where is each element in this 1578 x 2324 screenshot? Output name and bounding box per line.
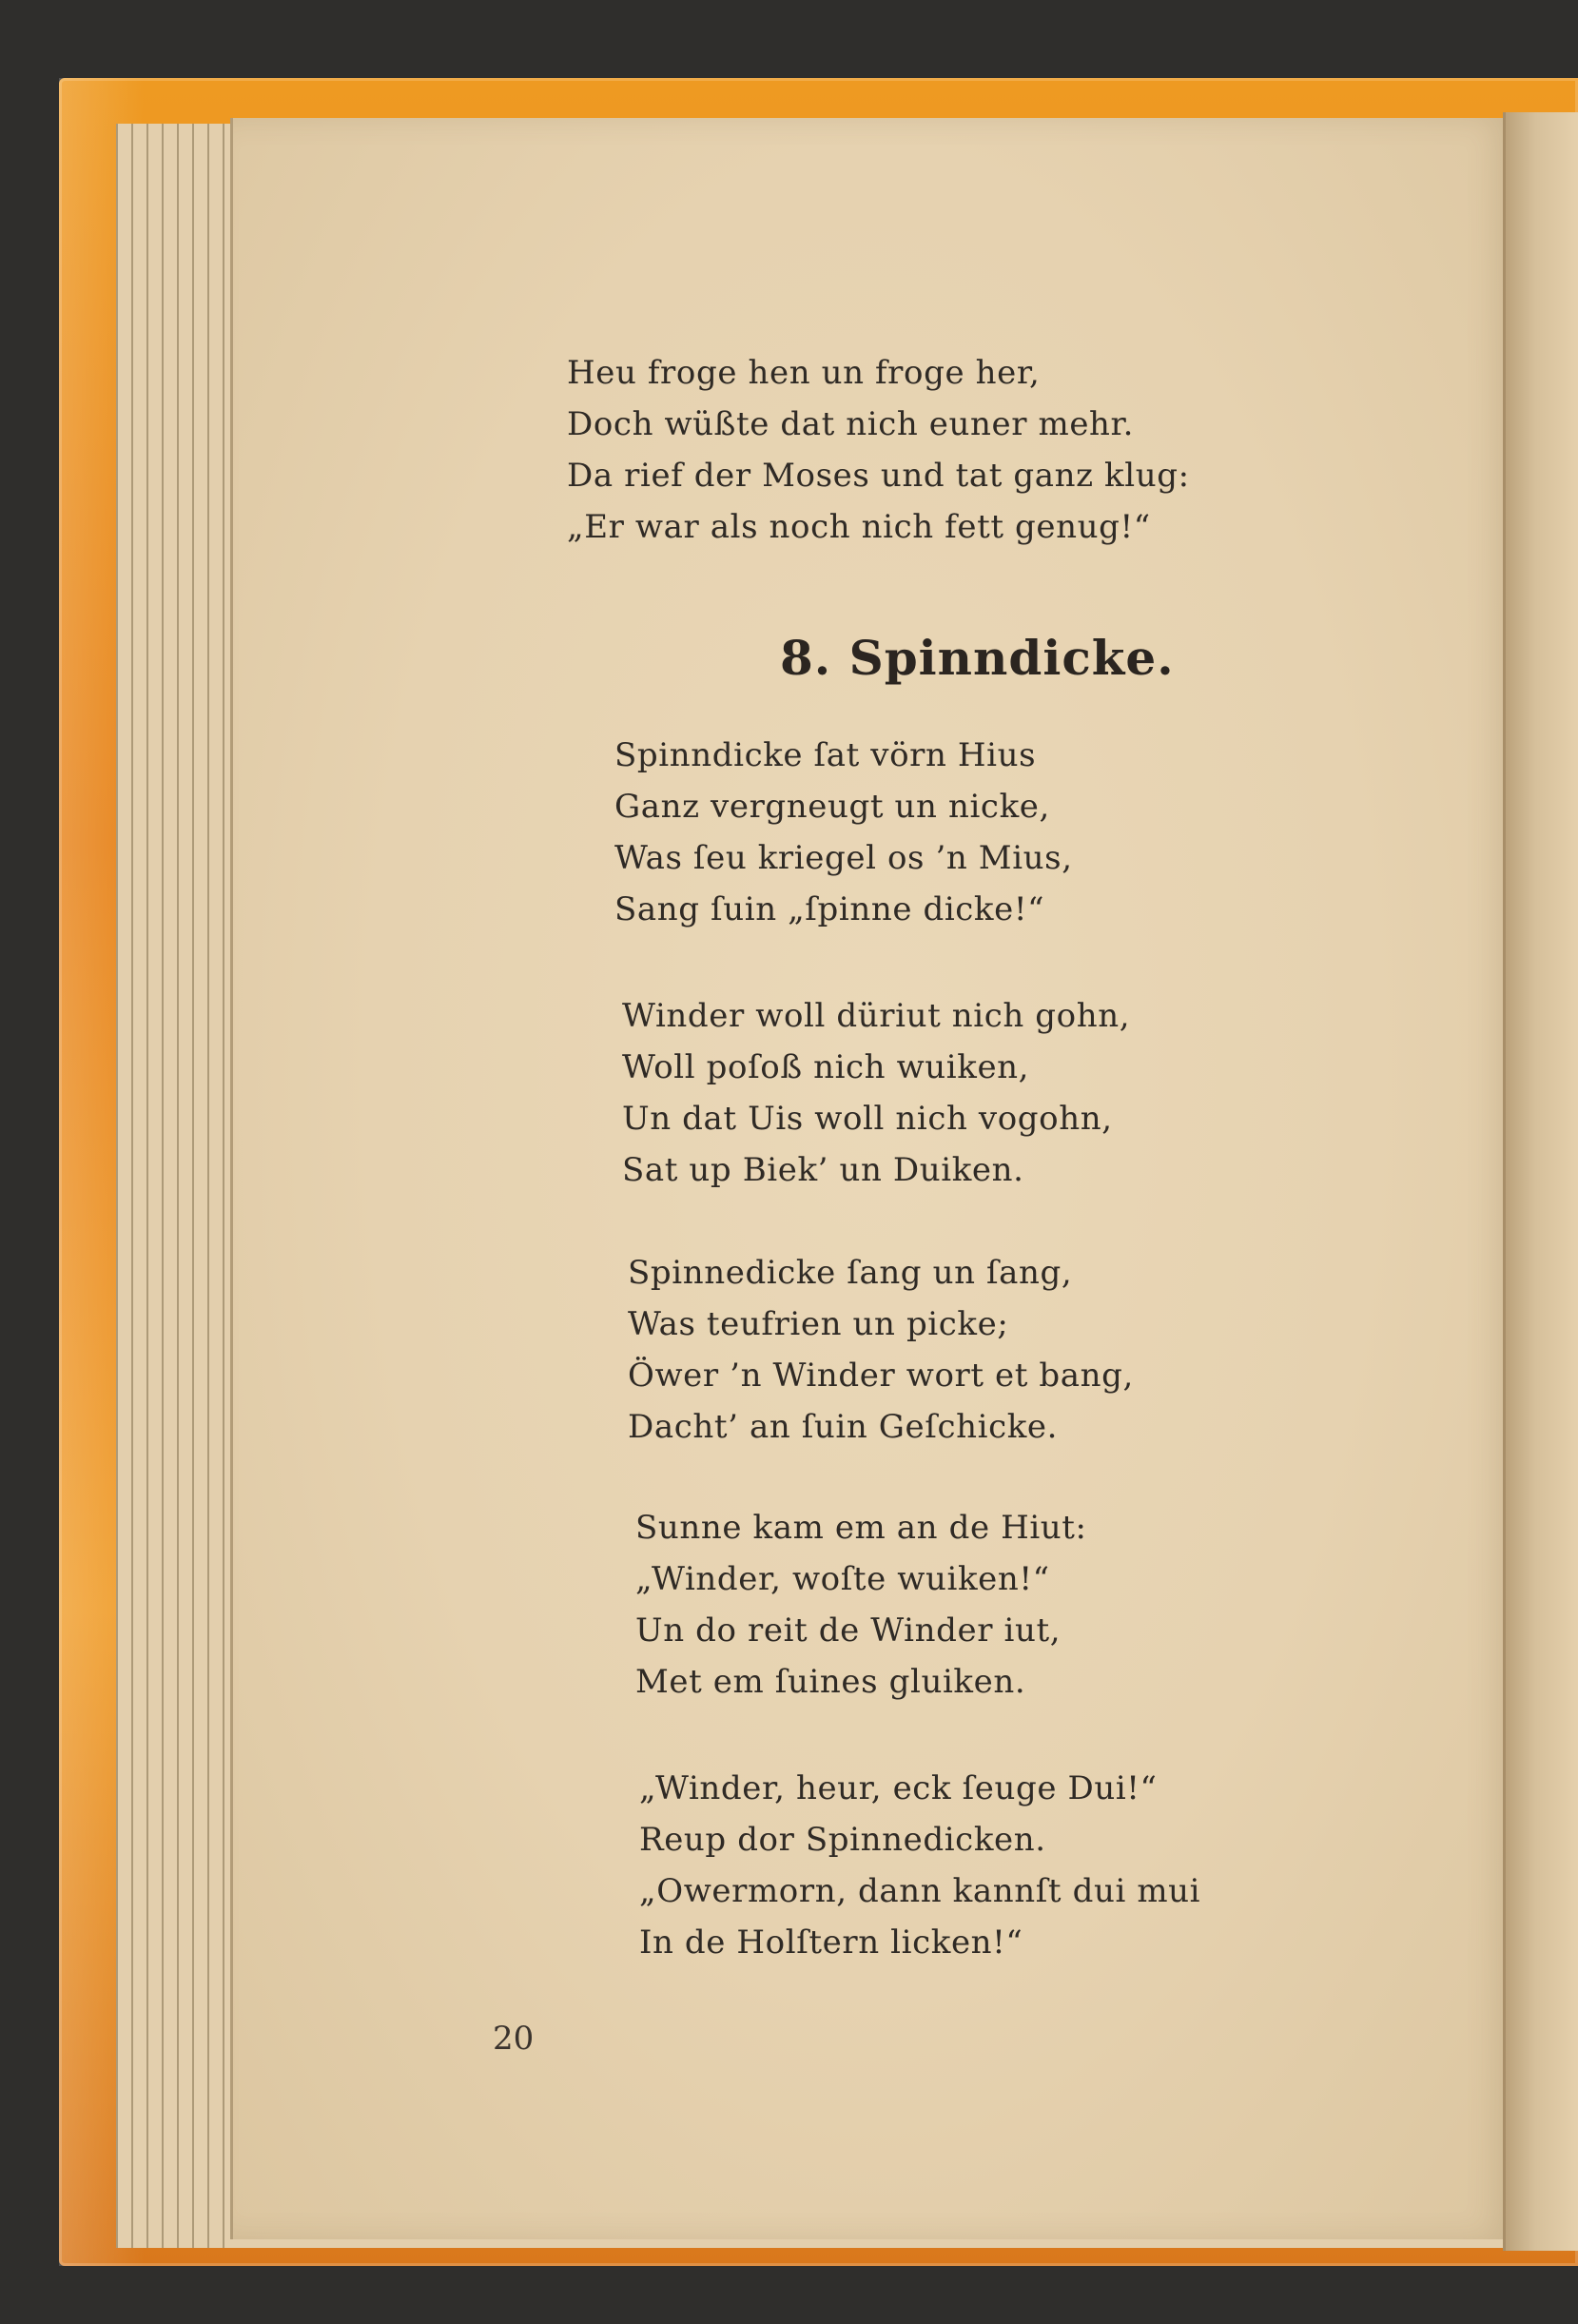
poem-line: Met em ſuines gluiken. [635,1663,1026,1701]
poem-line: „Owermorn, dann kannſt dui mui [639,1872,1201,1910]
poem-line: Öwer ’n Winder wort et bang, [628,1357,1134,1395]
poem-line: „Er war als noch nich fett genug!“ [567,508,1151,546]
poem-line: Heu froge hen un froge her, [567,354,1041,392]
poem-line: Un do reit de Winder iut, [635,1611,1062,1650]
poem-line: In de Holſtern licken!“ [639,1924,1023,1962]
poem-line: Spinnedicke ſang un ſang, [628,1254,1073,1292]
poem-line: Dacht’ an ſuin Geſchicke. [628,1408,1059,1446]
poem-line: Da rief der Moses und tat ganz klug: [567,457,1190,495]
poem-line: Doch wüßte dat nich euner mehr. [567,405,1135,443]
poem-stanza [635,1509,1282,1709]
poem-stanza [628,1254,1275,1454]
poem-line: Sat up Biek’ un Duiken. [622,1151,1024,1189]
poem-line: Winder woll düriut nich gohn, [622,997,1131,1035]
poem-line: Sang ſuin „ſpinne dicke!“ [614,890,1045,928]
poem-title: 8. Spinndicke. [780,630,1175,686]
poem-line: Spinndicke ſat vörn Hius [614,736,1037,774]
poem-stanza [639,1769,1305,1969]
poem-line: Woll poſoß nich wuiken, [622,1048,1030,1086]
poem-line: Reup dor Spinnedicken. [639,1821,1046,1859]
book-gutter [1503,112,1578,2251]
poem-stanza [622,997,1269,1197]
poem-intro [567,354,1252,563]
poem-stanza [614,736,1261,936]
page-number: 20 [493,2020,535,2058]
poem-line: „Winder, woſte wuiken!“ [635,1560,1050,1598]
poem-line: Was teufrien un picke; [628,1305,1009,1343]
poem-line: „Winder, heur, eck ſeuge Dui!“ [639,1769,1158,1807]
poem-line: Sunne kam em an de Hiut: [635,1509,1087,1547]
poem-line: Un dat Uis woll nich vogohn, [622,1100,1113,1138]
poem-line: Was ſeu kriegel os ’n Mius, [614,839,1073,877]
poem-line: Ganz vergneugt un nicke, [614,788,1050,826]
